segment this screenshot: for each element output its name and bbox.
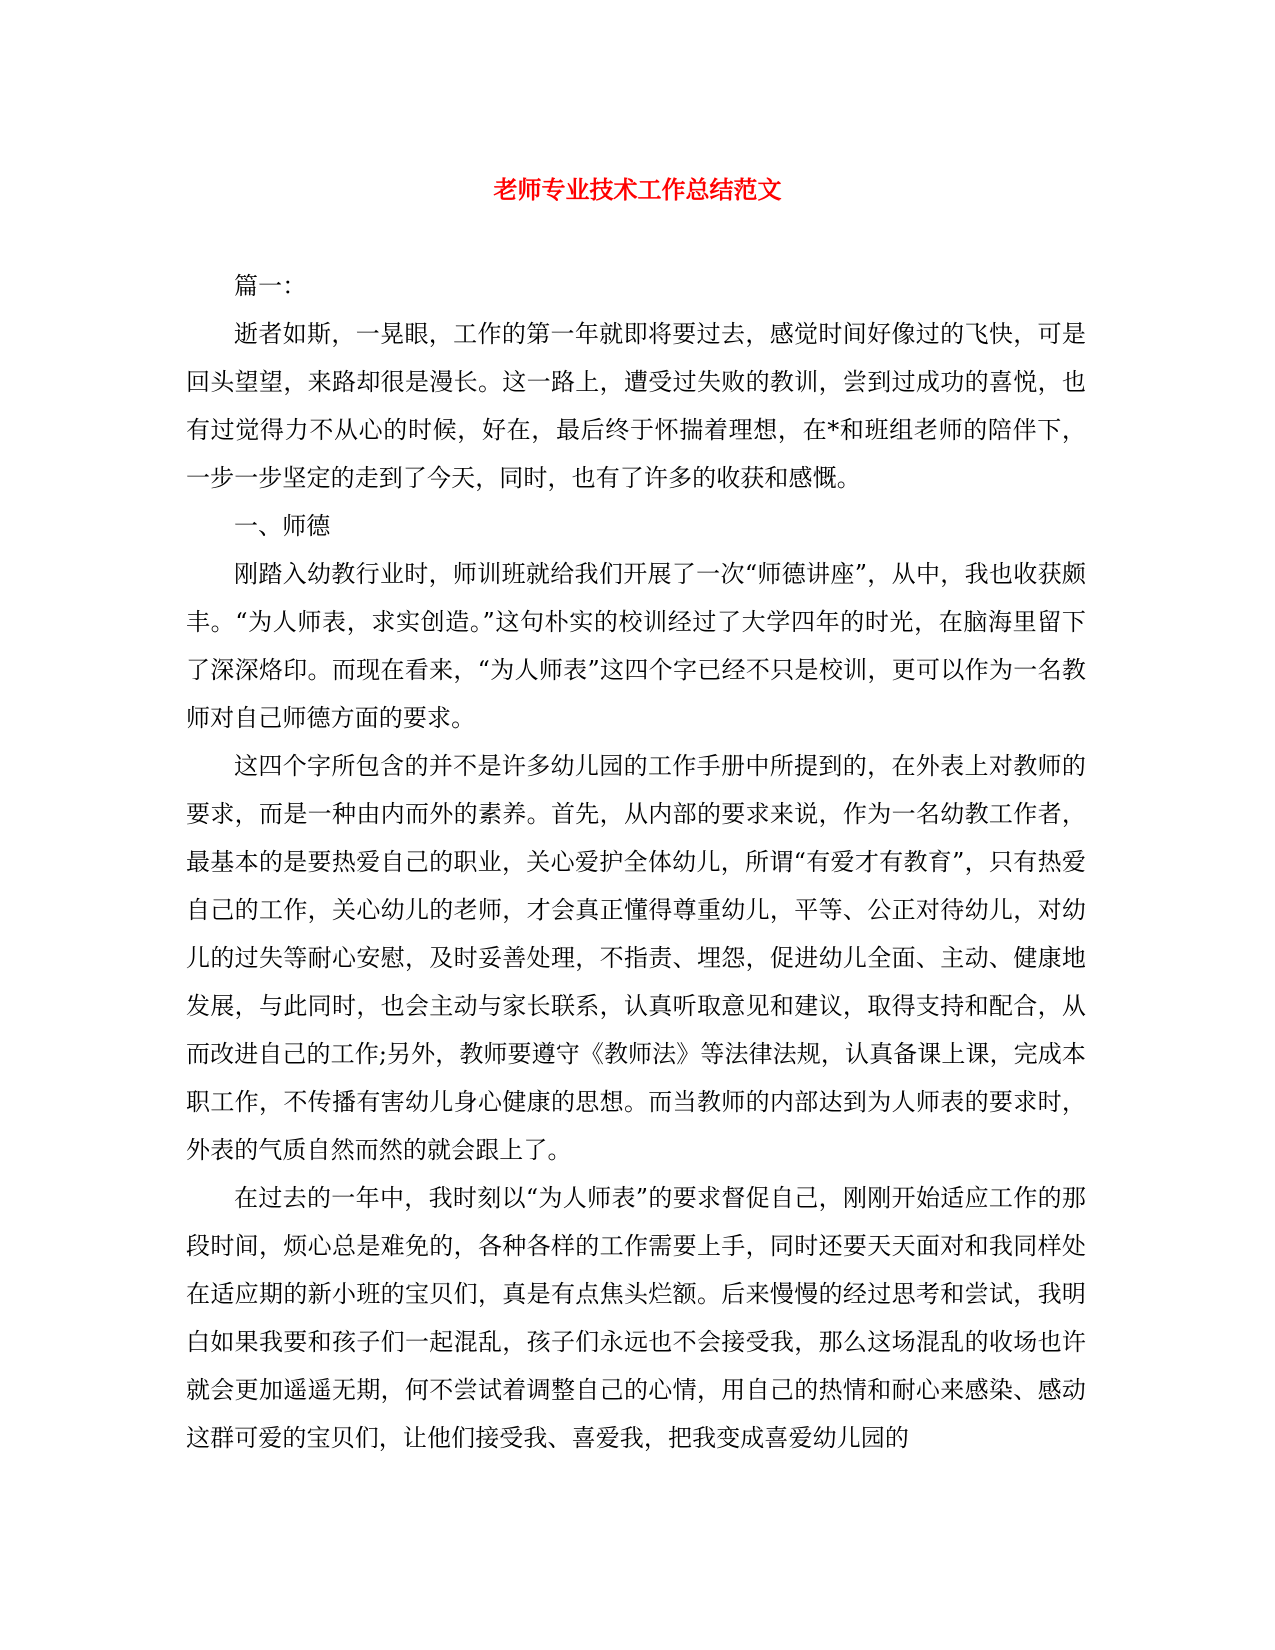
heading-ethics: 一、师德 <box>234 512 331 540</box>
paragraph-intro: 逝者如斯，一晃眼，工作的第一年就即将要过去，感觉时间好像过的飞快，可是回头望望，来路却很是漫长。这一路上，遭受过失败的教训，尝到过成功的喜悦，也有过觉得力不从心的时候，好在，最后终于怀揣着理想，在*和班组老师的陪伴下，一步一步坚定的走到了今天，同时，也有了许多的收获和感慨。 <box>186 320 1086 492</box>
paragraph-past-year: 在过去的一年中，我时刻以“为人师表”的要求督促自己，刚刚开始适应工作的那段时间，烦心总是难免的，各种各样的工作需要上手，同时还要天天面对和我同样处在适应期的新小班的宝贝们，真是有点焦头烂额。后来慢慢的经过思考和尝试，我明白如果我要和孩子们一起混乱，孩子们永远也不会接受我，那么这场混乱的收场也许就会更加遥遥无期，何不尝试着调整自己的心情，用自己的热情和耐心来感染、感动这群可爱的宝贝们，让他们接受我、喜爱我，把我变成喜爱幼儿园的 <box>186 1184 1086 1452</box>
paragraph-section-label: 篇一： <box>234 272 307 300</box>
document-title: 老师专业技术工作总结范文 <box>493 175 782 204</box>
document-body <box>186 262 1086 1462</box>
paragraph-teacher-requirements: 这四个字所包含的并不是许多幼儿园的工作手册中所提到的，在外表上对教师的要求，而是一种由内而外的素养。首先，从内部的要求来说，作为一名幼教工作者，最基本的是要热爱自己的职业，关心爱护全体幼儿，所谓“有爱才有教育”，只有热爱自己的工作，关心幼儿的老师，才会真正懂得尊重幼儿，平等、公正对待幼儿，对幼儿的过失等耐心安慰，及时妥善处理，不指责、埋怨，促进幼儿全面、主动、健康地发展，与此同时，也会主动与家长联系，认真听取意见和建议，取得支持和配合，从而改进自己的工作;另外，教师要遵守《教师法》等法律法规，认真备课上课，完成本职工作，不传播有害幼儿身心健康的思想。而当教师的内部达到为人师表的要求时，外表的气质自然而然的就会跟上了。 <box>186 752 1086 1164</box>
paragraph-ethics-lecture: 刚踏入幼教行业时，师训班就给我们开展了一次“师德讲座”，从中，我也收获颇丰。“为人师表，求实创造。”这句朴实的校训经过了大学四年的时光，在脑海里留下了深深烙印。而现在看来，“为人师表”这四个字已经不只是校训，更可以作为一名教师对自己师德方面的要求。 <box>186 560 1086 732</box>
